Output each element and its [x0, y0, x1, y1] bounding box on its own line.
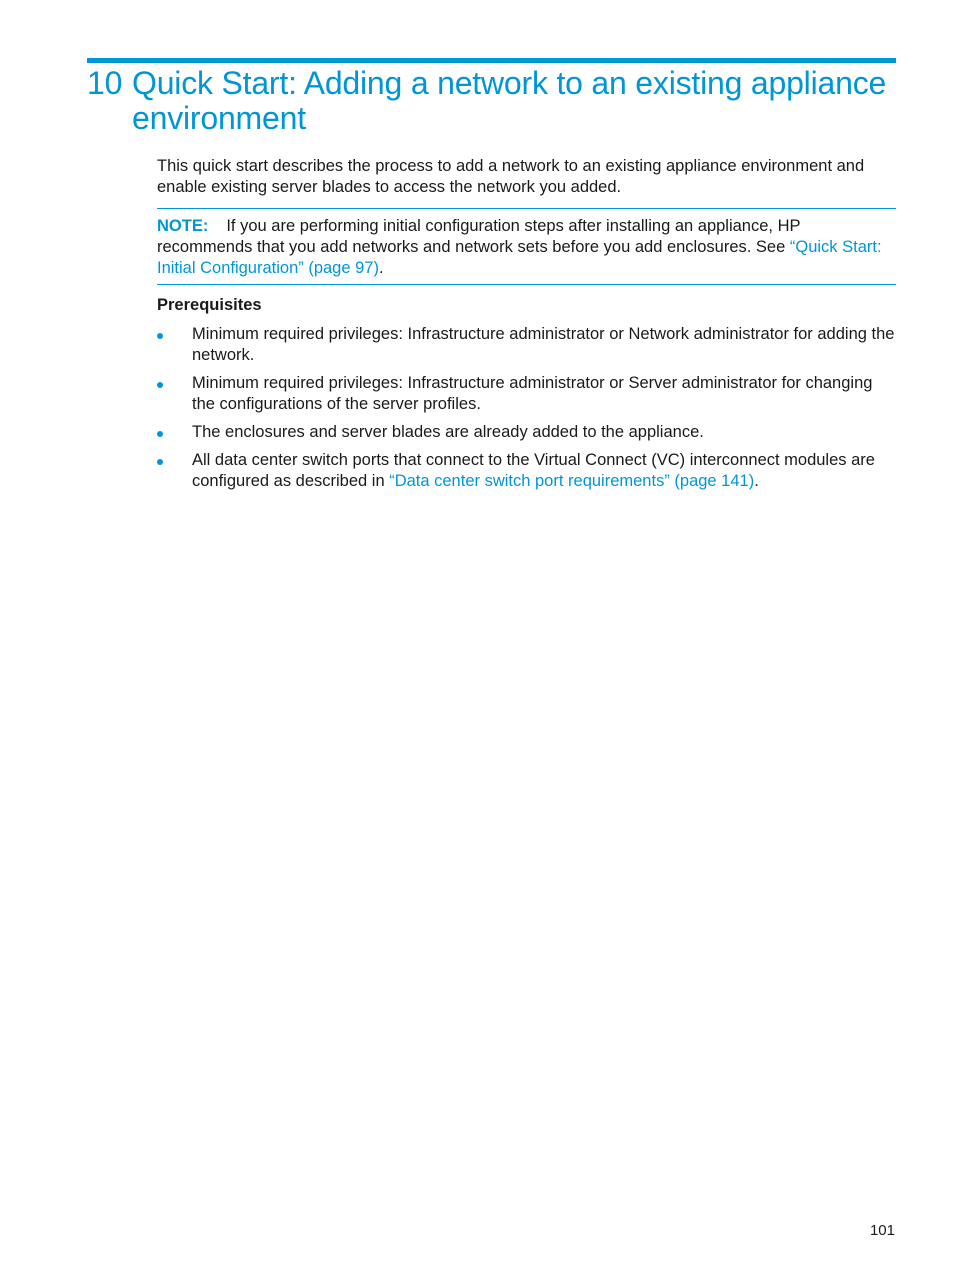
list-item	[157, 373, 896, 415]
note-after: .	[378, 259, 384, 277]
intro-paragraph: This quick start describes the process to add a network to an existing appliance environment and enable existing server blades to access the network you added.	[157, 157, 865, 196]
bullet-icon	[157, 459, 163, 465]
list-item	[157, 450, 896, 492]
page-number: 101	[869, 1222, 895, 1239]
list-item-text: Minimum required privileges: Infrastructure administrator or Network administrator for adding the network.	[192, 325, 895, 364]
list-item-after: .	[754, 472, 759, 490]
note-link-quick-start[interactable]: “Quick Start: Initial Configuration” (page 97)	[157, 238, 882, 277]
chapter-title	[87, 66, 902, 136]
chapter-title-line2: environment	[132, 100, 306, 136]
bullet-icon	[157, 382, 163, 388]
note-box	[157, 208, 896, 285]
note-label: NOTE:	[157, 217, 209, 235]
chapter-top-rule	[87, 58, 896, 63]
chapter-title-line1: Quick Start: Adding a network to an existing appliance	[132, 65, 887, 101]
chapter-number: 10	[87, 65, 123, 101]
list-item	[157, 324, 896, 366]
prerequisites-list	[157, 324, 896, 492]
list-item	[157, 422, 896, 443]
prerequisites-heading: Prerequisites	[157, 296, 262, 314]
bullet-icon	[157, 431, 163, 437]
link-switch-port-requirements[interactable]: “Data center switch port requirements” (page 141)	[389, 472, 755, 490]
list-item-text: Minimum required privileges: Infrastructure administrator or Server administrator for changing the configurations of the server profiles.	[192, 374, 873, 413]
page-content	[157, 156, 896, 499]
note-text: If you are performing initial configuration steps after installing an appliance, HP recommends that you add networks and network sets before you add enclosures. See	[157, 217, 801, 256]
list-item-text: All data center switch ports that connect to the Virtual Connect (VC) interconnect modules are configured as described in	[192, 451, 875, 490]
bullet-icon	[157, 333, 163, 339]
list-item-text: The enclosures and server blades are already added to the appliance.	[192, 423, 704, 441]
